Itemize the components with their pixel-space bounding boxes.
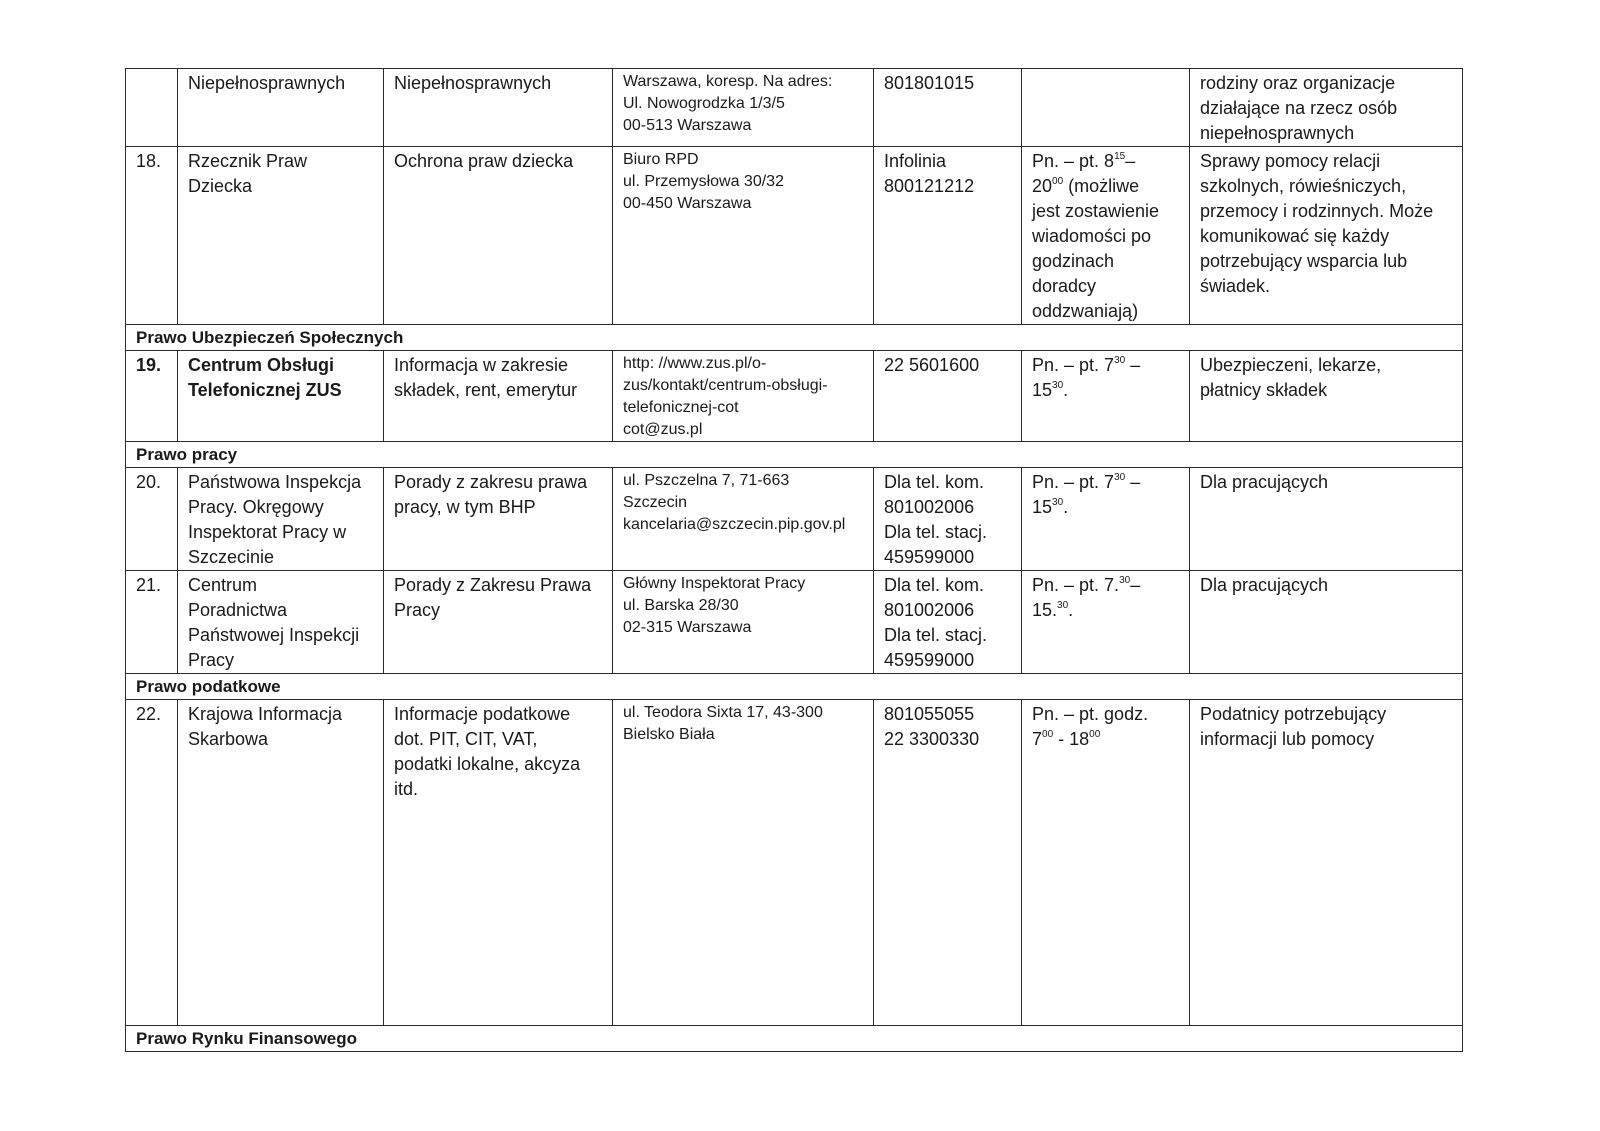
phone-number-line: 801002006 (884, 497, 975, 517)
hours-text: oddzwaniają) (1032, 301, 1139, 321)
row-number-cell: 20. (126, 468, 178, 571)
contact-address-line: http: //www.zus.pl/o- (623, 355, 767, 372)
hours-line (1032, 470, 1179, 495)
hours-line (1032, 274, 1179, 299)
hours-line (1032, 702, 1179, 727)
service-scope-line: składek, rent, emerytur (394, 380, 578, 400)
target-group-cell (1190, 351, 1463, 442)
institution-name-line: Niepełnosprawnych (188, 73, 346, 93)
institution-name-cell (178, 571, 384, 674)
institution-name-line: Dziecka (188, 176, 253, 196)
opening-hours-cell (1022, 700, 1190, 1026)
hours-text: Pn. – pt. 7 (1032, 472, 1115, 492)
contact-address-line: ul. Pszczelna 7, 71-663 (623, 472, 790, 489)
institution-name-line: Centrum (188, 575, 258, 595)
service-scope-cell (384, 147, 613, 325)
phone-number-cell (874, 147, 1022, 325)
contact-address-line: 00-450 Warszawa (623, 195, 752, 212)
target-group-cell (1190, 468, 1463, 571)
hours-superscript: 00 (1089, 729, 1101, 740)
institution-name-cell (178, 351, 384, 442)
contact-address-line: 00-513 Warszawa (623, 117, 752, 134)
hours-superscript: 30 (1057, 600, 1069, 611)
service-scope-line: podatki lokalne, akcyza (394, 754, 581, 774)
hours-superscript: 30 (1052, 497, 1064, 508)
institution-name-line: Inspektorat Pracy w (188, 522, 347, 542)
contact-address-line: ul. Teodora Sixta 17, 43-300 (623, 704, 823, 721)
section-header-row (126, 325, 1463, 351)
target-group-cell (1190, 69, 1463, 147)
phone-number-line: 800121212 (884, 176, 975, 196)
opening-hours-cell (1022, 571, 1190, 674)
contact-address-cell (613, 351, 874, 442)
table-row (126, 69, 1463, 147)
contact-address-line: 02-315 Warszawa (623, 619, 752, 636)
target-group-line: Dla pracujących (1200, 575, 1329, 595)
hours-line (1032, 199, 1179, 224)
institution-name-line: Poradnictwa (188, 600, 288, 620)
target-group-line: rodziny oraz organizacje (1200, 73, 1396, 93)
opening-hours-cell (1022, 351, 1190, 442)
hours-line (1032, 249, 1179, 274)
target-group-line: świadek. (1200, 276, 1271, 296)
institution-name-line: Państwowej Inspekcji (188, 625, 360, 645)
contact-address-cell (613, 571, 874, 674)
contact-address-cell (613, 468, 874, 571)
hours-line (1032, 353, 1179, 378)
phone-number-cell (874, 700, 1022, 1026)
hours-text: doradcy (1032, 276, 1097, 296)
hours-text: (możliwe (1063, 176, 1140, 196)
service-scope-line: pracy, w tym BHP (394, 497, 536, 517)
service-scope-line: Porady z Zakresu Prawa (394, 575, 592, 595)
hours-line (1032, 299, 1179, 324)
hours-superscript: 30 (1052, 380, 1064, 391)
service-scope-line: itd. (394, 779, 419, 799)
target-group-line: informacji lub pomocy (1200, 729, 1375, 749)
target-group-line: szkolnych, rówieśniczych, (1200, 176, 1407, 196)
service-scope-line: dot. PIT, CIT, VAT, (394, 729, 538, 749)
service-scope-line: Niepełnosprawnych (394, 73, 552, 93)
hours-text: – (1130, 575, 1141, 595)
target-group-line: Podatnicy potrzebujący (1200, 704, 1387, 724)
institution-name-line: Państwowa Inspekcja (188, 472, 362, 492)
hours-superscript: 00 (1052, 176, 1064, 187)
phone-number-cell (874, 468, 1022, 571)
phone-number-cell (874, 571, 1022, 674)
hours-text: – (1125, 151, 1136, 171)
hours-line (1032, 727, 1179, 752)
service-scope-cell (384, 700, 613, 1026)
contact-address-line: Ul. Nowogrodzka 1/3/5 (623, 95, 785, 112)
target-group-line: Sprawy pomocy relacji (1200, 151, 1381, 171)
hours-line (1032, 378, 1179, 403)
target-group-line: przemocy i rodzinnych. Może (1200, 201, 1434, 221)
target-group-line: Dla pracujących (1200, 472, 1329, 492)
contact-address-cell (613, 69, 874, 147)
institution-name-cell (178, 700, 384, 1026)
service-scope-line: Ochrona praw dziecka (394, 151, 574, 171)
hours-line (1032, 174, 1179, 199)
target-group-line: komunikować się każdy (1200, 226, 1390, 246)
service-scope-cell (384, 468, 613, 571)
contact-address-line: Bielsko Biała (623, 726, 715, 743)
hours-line (1032, 224, 1179, 249)
contact-address-line: Biuro RPD (623, 151, 699, 168)
contact-address-line: ul. Przemysłowa 30/32 (623, 173, 784, 190)
section-header-row (126, 674, 1463, 700)
hours-text: jest zostawienie (1032, 201, 1160, 221)
phone-number-line: 22 3300330 (884, 729, 980, 749)
institution-name-line: Pracy (188, 650, 235, 670)
hours-text: 15 (1032, 380, 1053, 400)
contact-address-line: zus/kontakt/centrum-obsługi- (623, 377, 828, 394)
institution-name-line: Szczecinie (188, 547, 275, 567)
contact-address-line: ul. Barska 28/30 (623, 597, 739, 614)
hours-line (1032, 149, 1179, 174)
hours-superscript: 30 (1114, 472, 1126, 483)
opening-hours-cell (1022, 69, 1190, 147)
target-group-line: niepełnosprawnych (1200, 123, 1355, 143)
row-number-cell: 19. (126, 351, 178, 442)
phone-number-line: Dla tel. kom. (884, 575, 985, 595)
hours-text: – (1125, 355, 1141, 375)
hours-text: godzinach (1032, 251, 1115, 271)
hours-text: Pn. – pt. 7. (1032, 575, 1120, 595)
institution-name-line: Skarbowa (188, 729, 269, 749)
hours-text: . (1063, 497, 1069, 517)
table-row (126, 147, 1463, 325)
row-number-cell (126, 69, 178, 147)
institution-name-line: Rzecznik Praw (188, 151, 308, 171)
service-scope-line: Informacje podatkowe (394, 704, 571, 724)
opening-hours-cell (1022, 468, 1190, 571)
contact-address-line: kancelaria@szczecin.pip.gov.pl (623, 516, 846, 533)
hours-line (1032, 573, 1179, 598)
service-scope-cell (384, 351, 613, 442)
contact-address-line: Szczecin (623, 494, 688, 511)
phone-number-line: Dla tel. kom. (884, 472, 985, 492)
hours-text: Pn. – pt. godz. (1032, 704, 1149, 724)
section-title: Prawo podatkowe (126, 674, 1463, 700)
institution-name-line: Telefonicznej ZUS (188, 380, 342, 400)
table-row (126, 468, 1463, 571)
phone-number-line: 459599000 (884, 547, 975, 567)
hours-superscript: 30 (1119, 575, 1131, 586)
hours-text: 7 (1032, 729, 1043, 749)
institution-name-line: Pracy. Okręgowy (188, 497, 324, 517)
service-scope-line: Porady z zakresu prawa (394, 472, 588, 492)
contact-address-line: Główny Inspektorat Pracy (623, 575, 806, 592)
table-row (126, 571, 1463, 674)
hours-text: Pn. – pt. 8 (1032, 151, 1115, 171)
target-group-line: Ubezpieczeni, lekarze, (1200, 355, 1382, 375)
hours-text: 20 (1032, 176, 1053, 196)
contact-address-line: Warszawa, koresp. Na adres: (623, 73, 833, 90)
service-scope-line: Informacja w zakresie (394, 355, 569, 375)
phone-number-line: 801801015 (884, 73, 975, 93)
hours-line (1032, 495, 1179, 520)
hours-superscript: 00 (1042, 729, 1054, 740)
service-scope-line: Pracy (394, 600, 441, 620)
target-group-cell (1190, 571, 1463, 674)
phone-number-line: Dla tel. stacj. (884, 522, 988, 542)
hours-text: 15. (1032, 600, 1058, 620)
hours-text: . (1063, 380, 1069, 400)
phone-number-line: 801002006 (884, 600, 975, 620)
phone-number-cell (874, 69, 1022, 147)
table-row (126, 700, 1463, 1026)
contact-address-line: cot@zus.pl (623, 421, 703, 438)
hours-text: Pn. – pt. 7 (1032, 355, 1115, 375)
row-number-cell: 18. (126, 147, 178, 325)
hours-text: - 18 (1053, 729, 1090, 749)
phone-number-line: 459599000 (884, 650, 975, 670)
target-group-line: działające na rzecz osób (1200, 98, 1398, 118)
institution-name-cell (178, 468, 384, 571)
target-group-cell (1190, 147, 1463, 325)
hours-text: . (1068, 600, 1074, 620)
phone-number-line: 22 5601600 (884, 355, 980, 375)
section-header-row (126, 442, 1463, 468)
institution-name-cell (178, 147, 384, 325)
section-header-row (126, 1026, 1463, 1052)
hours-line (1032, 598, 1179, 623)
service-scope-cell (384, 571, 613, 674)
phone-number-line: Infolinia (884, 151, 947, 171)
hours-superscript: 30 (1114, 355, 1126, 366)
contact-address-line: telefonicznej-cot (623, 399, 739, 416)
row-number-cell: 22. (126, 700, 178, 1026)
phone-number-cell (874, 351, 1022, 442)
contact-address-cell (613, 700, 874, 1026)
phone-number-line: Dla tel. stacj. (884, 625, 988, 645)
service-scope-cell (384, 69, 613, 147)
opening-hours-cell (1022, 147, 1190, 325)
hours-superscript: 15 (1114, 151, 1126, 162)
hours-text: 15 (1032, 497, 1053, 517)
target-group-line: potrzebujący wsparcia lub (1200, 251, 1408, 271)
section-title: Prawo Ubezpieczeń Społecznych (126, 325, 1463, 351)
contact-address-cell (613, 147, 874, 325)
institution-name-cell (178, 69, 384, 147)
hours-text: – (1125, 472, 1141, 492)
target-group-cell (1190, 700, 1463, 1026)
target-group-line: płatnicy składek (1200, 380, 1328, 400)
section-title: Prawo pracy (126, 442, 1463, 468)
section-title: Prawo Rynku Finansowego (126, 1026, 1463, 1052)
directory-table (125, 68, 1463, 1052)
hours-text: wiadomości po (1032, 226, 1152, 246)
phone-number-line: 801055055 (884, 704, 975, 724)
table-row (126, 351, 1463, 442)
institution-name-line: Krajowa Informacja (188, 704, 343, 724)
institution-name-line: Centrum Obsługi (188, 355, 335, 375)
row-number-cell: 21. (126, 571, 178, 674)
